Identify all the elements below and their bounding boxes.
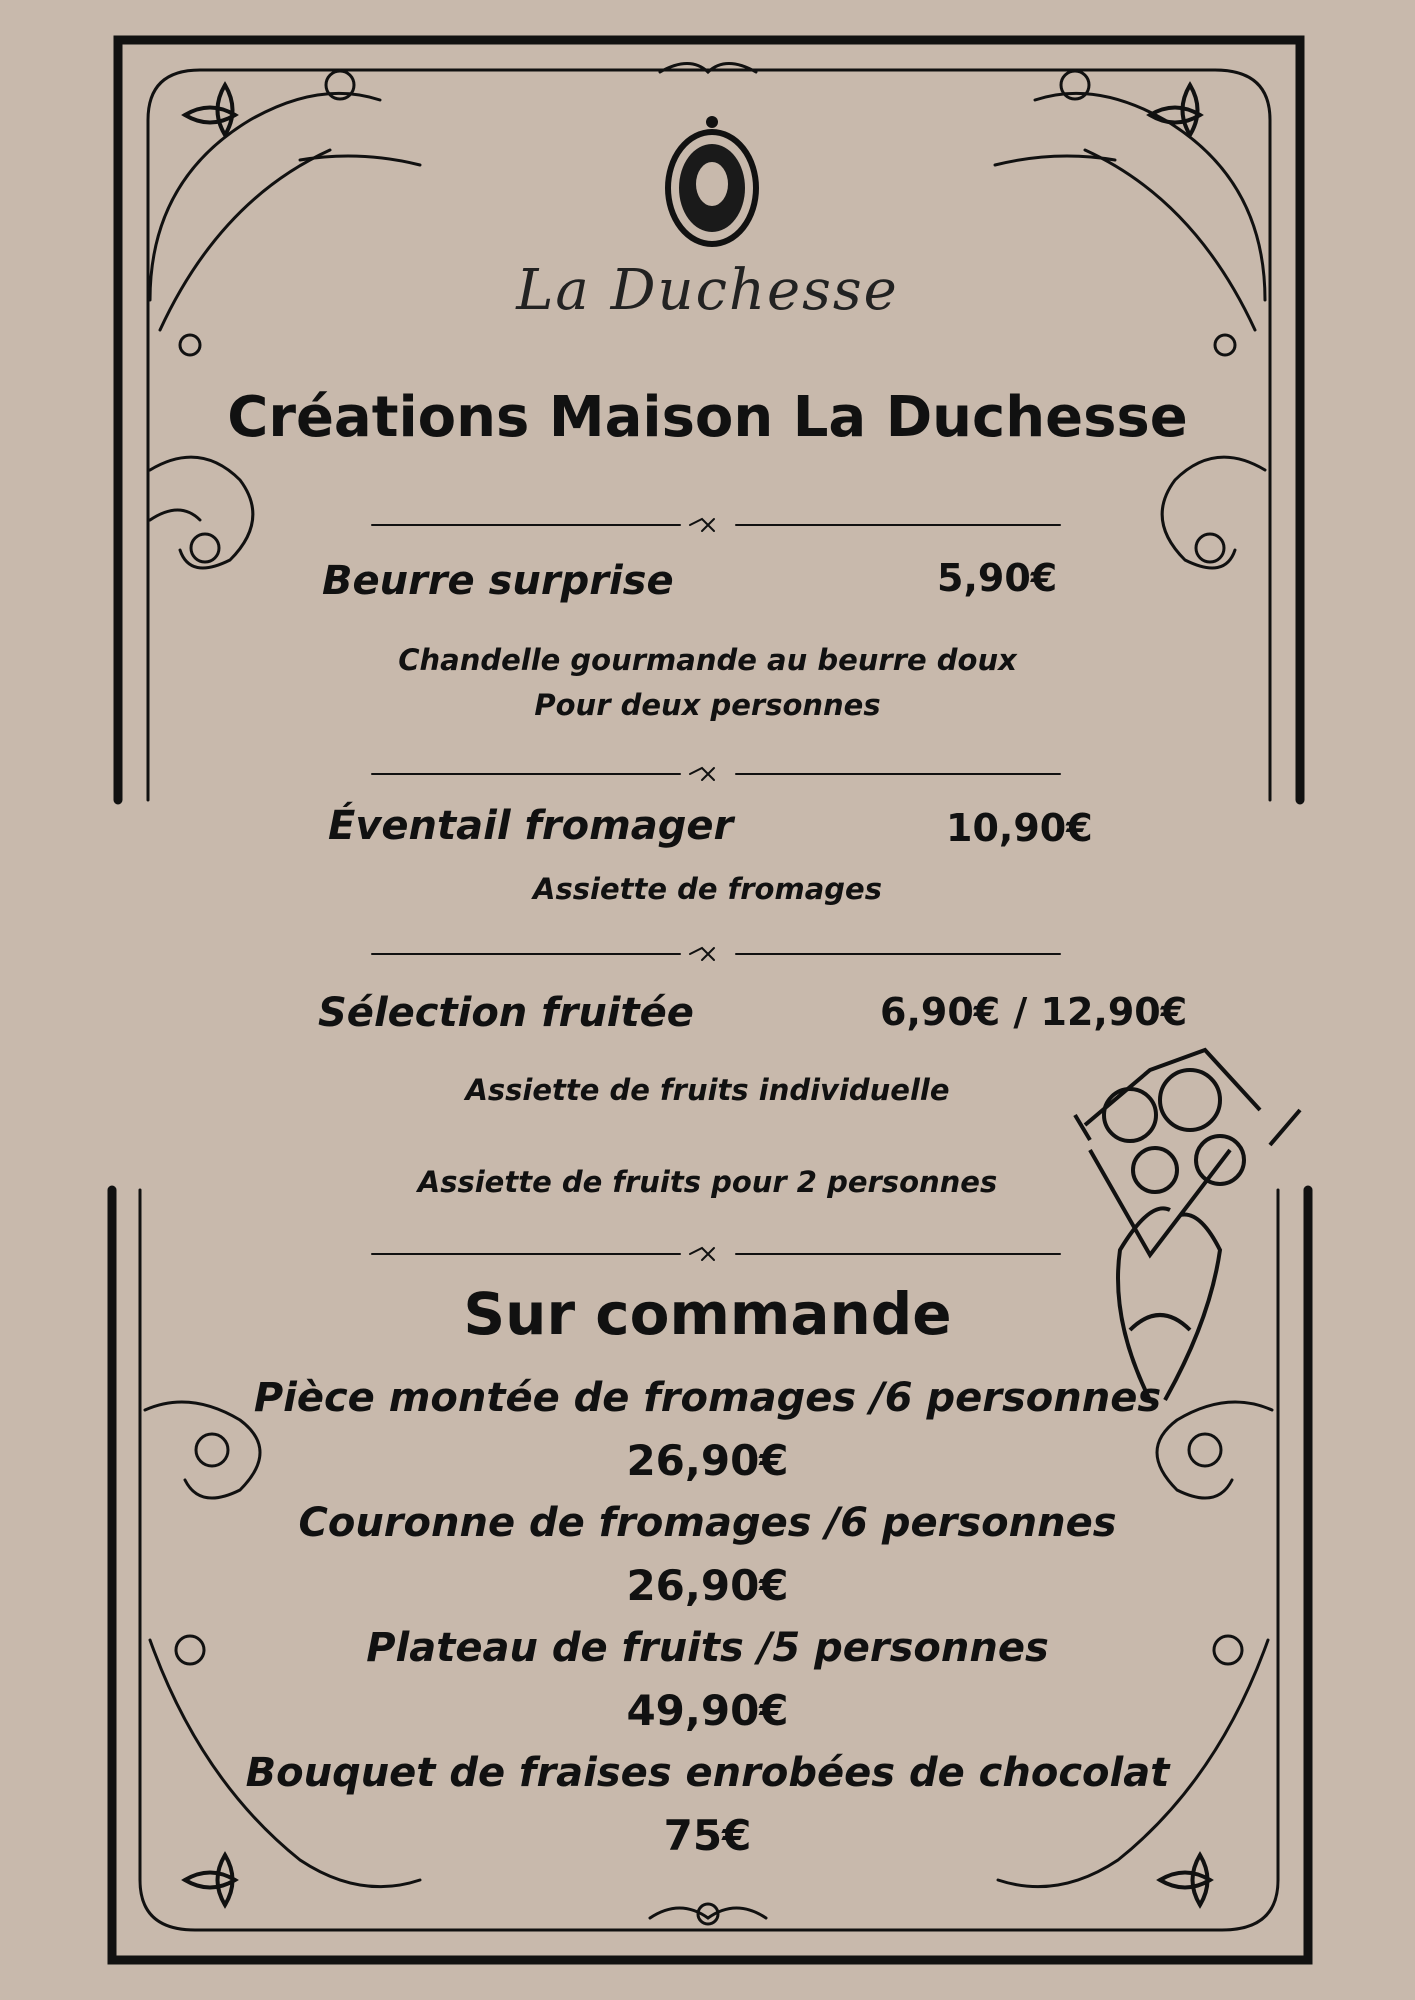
section-order-title: Sur commande bbox=[463, 1280, 952, 1348]
item-desc: Assiette de fruits individuelle bbox=[465, 1073, 950, 1107]
section-main-title: Créations Maison La Duchesse bbox=[227, 385, 1188, 450]
item-desc: Pour deux personnes bbox=[534, 688, 881, 722]
item-name: Sélection fruitée bbox=[318, 990, 694, 1036]
order-item-name: Pièce montée de fromages /6 personnes bbox=[253, 1375, 1162, 1421]
order-item-price: 26,90€ bbox=[626, 1561, 789, 1610]
item-name: Beurre surprise bbox=[322, 558, 674, 604]
item-price: 5,90€ bbox=[937, 556, 1058, 600]
item-name: Éventail fromager bbox=[328, 803, 734, 849]
order-item-price: 49,90€ bbox=[626, 1686, 789, 1735]
item-desc: Assiette de fromages bbox=[533, 872, 882, 906]
order-item-name: Couronne de fromages /6 personnes bbox=[298, 1500, 1117, 1546]
order-item-name: Bouquet de fraises enrobées de chocolat bbox=[245, 1750, 1170, 1796]
item-price: 6,90€ / 12,90€ bbox=[880, 990, 1188, 1034]
duchess-cameo-icon bbox=[668, 116, 756, 244]
brand-name: La Duchesse bbox=[516, 258, 899, 323]
item-desc: Chandelle gourmande au beurre doux bbox=[398, 643, 1017, 677]
order-item-price: 75€ bbox=[663, 1811, 752, 1860]
order-item-name: Plateau de fruits /5 personnes bbox=[366, 1625, 1049, 1671]
order-item-price: 26,90€ bbox=[626, 1436, 789, 1485]
item-price: 10,90€ bbox=[946, 806, 1093, 850]
item-desc: Assiette de fruits pour 2 personnes bbox=[417, 1165, 998, 1199]
